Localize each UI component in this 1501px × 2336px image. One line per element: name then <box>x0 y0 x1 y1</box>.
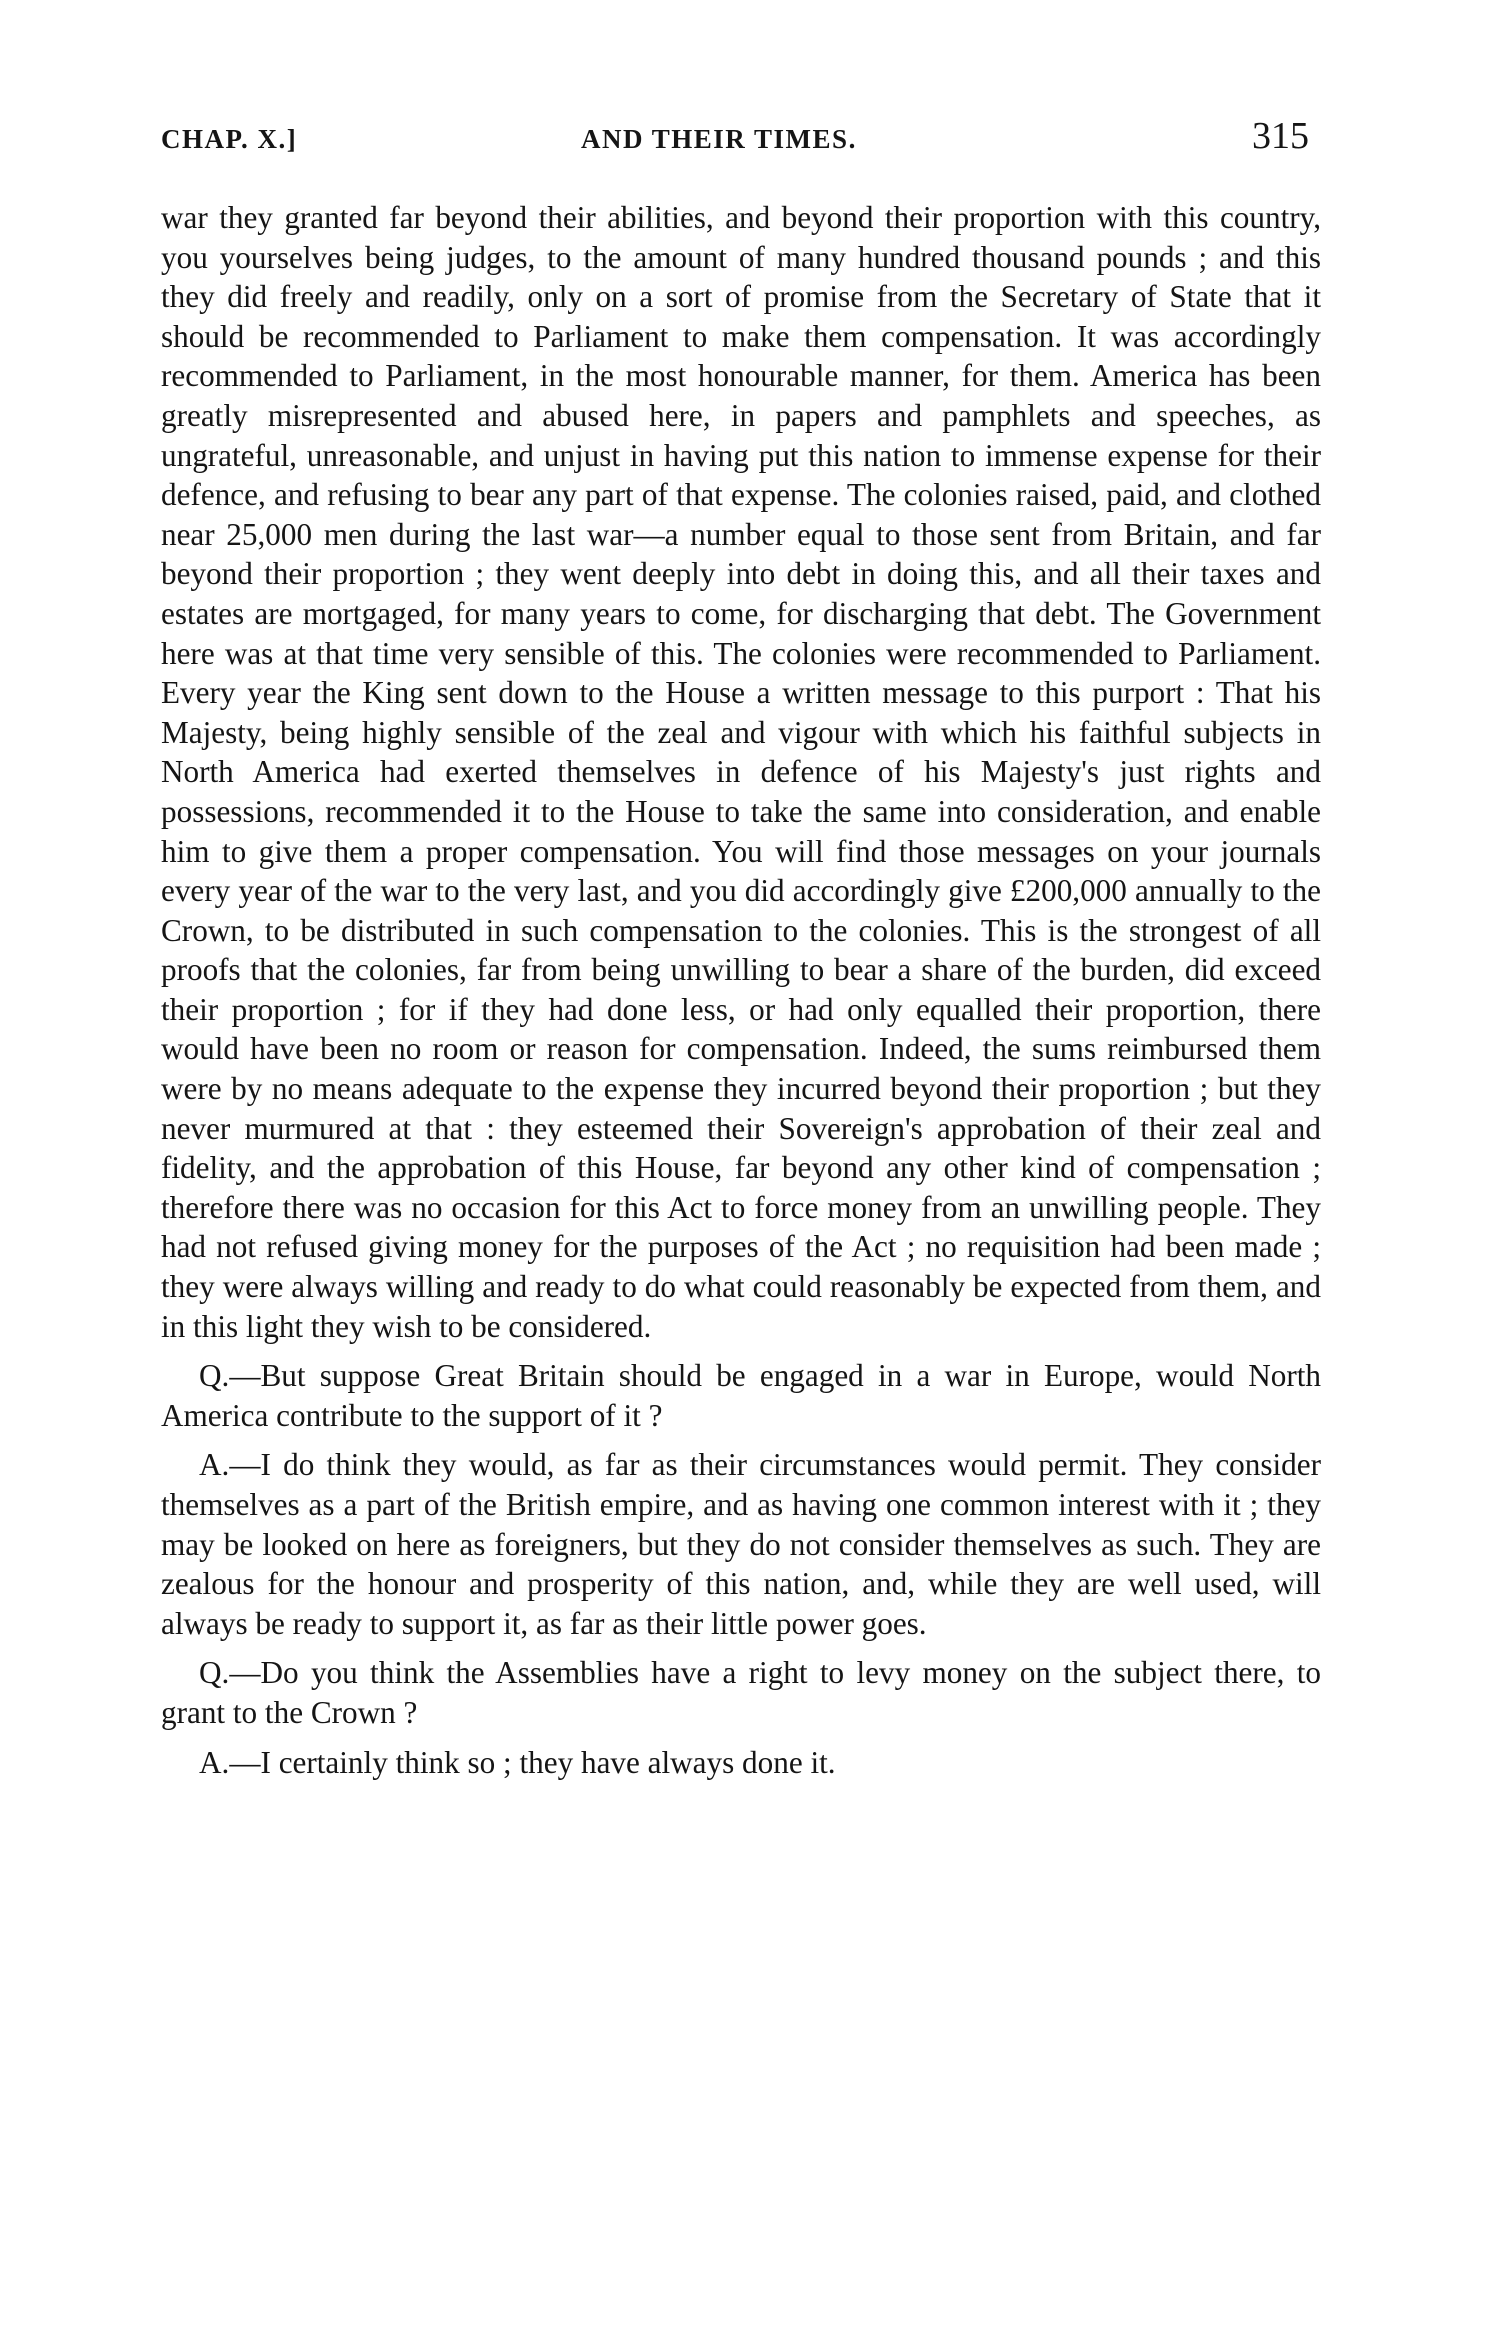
paragraph-question: Q.—Do you think the Assemblies have a right to levy money on the subject there, to grant to the Crown ? <box>161 1655 1321 1730</box>
running-head <box>161 112 1321 168</box>
running-title: AND THEIR TIMES. <box>581 124 857 154</box>
chapter-label: CHAP. X.] <box>161 124 298 154</box>
paragraph-continuation: war they granted far beyond their abilities, and beyond their proportion with this country, you yourselves being judges, to the amount of many hundred thousand pounds ; and this they did freely and readily, only on a sort of promise from the Secretary of State that it should be recommended to Parliament to make them compensation. It was accordingly recommended to Parliament, in the most honourable manner, for them. America has been greatly misrepresented and abused here, in papers and pamphlets and speeches, as ungrateful, unreasonable, and unjust in having put this nation to immense expense for their defence, and refusing to bear any part of that expense. The colonies raised, paid, and clothed near 25,000 men during the last war—a number equal to those sent from Britain, and far beyond their proportion ; they went deeply into debt in doing this, and all their taxes and estates are mortgaged, for many years to come, for discharging that debt. The Government here was at that time very sensible of this. The colonies were recommended to Parliament. Every year the King sent down to the House a written message to this purport : That his Majesty, being highly sensible of the zeal and vigour with which his faithful subjects in North America had exerted themselves in defence of his Majesty's just rights and possessions, recommended it to the House to take the same into consideration, and enable him to give them a proper compensation. You will find those messages on your journals every year of the war to the very last, and you did accordingly give £200,000 annually to the Crown, to be distributed in such compensation to the colonies. This is the strongest of all proofs that the colonies, far from being unwilling to bear a share of the burden, did exceed their proportion ; for if they had done less, or had only equalled their proportion, there would have been no room or reason for compensation. Indeed, the sums reimbursed them were by no means adequate to the expense they incurred beyond their proportion ; but they never murmured at that : they esteemed their Sovereign's approbation of their zeal and fidelity, and the approbation of this House, far beyond any other kind of compensation ; therefore there was no occasion for this Act to force money from an unwilling people. They had not refused giving money for the purposes of the Act ; no requisition had been made ; they were always willing and ready to do what could reasonably be expected from them, and in this light they wish to be considered. <box>161 200 1321 1344</box>
paragraph-question: Q.—But suppose Great Britain should be engaged in a war in Europe, would North America contribute to the support of it ? <box>161 1358 1321 1433</box>
paragraph-answer: A.—I certainly think so ; they have always done it. <box>199 1744 836 1780</box>
paragraph-answer: A.—I do think they would, as far as their circumstances would permit. They consider themselves as a part of the British empire, and as having one common interest with it ; they may be looked on here as foreigners, but they do not consider themselves as such. They are zealous for the honour and prosperity of this nation, and, while they are well used, will always be ready to support it, as far as their little power goes. <box>161 1447 1321 1641</box>
body-text <box>161 198 1321 1782</box>
page-number: 315 <box>1252 115 1309 157</box>
book-page <box>161 112 1321 1782</box>
